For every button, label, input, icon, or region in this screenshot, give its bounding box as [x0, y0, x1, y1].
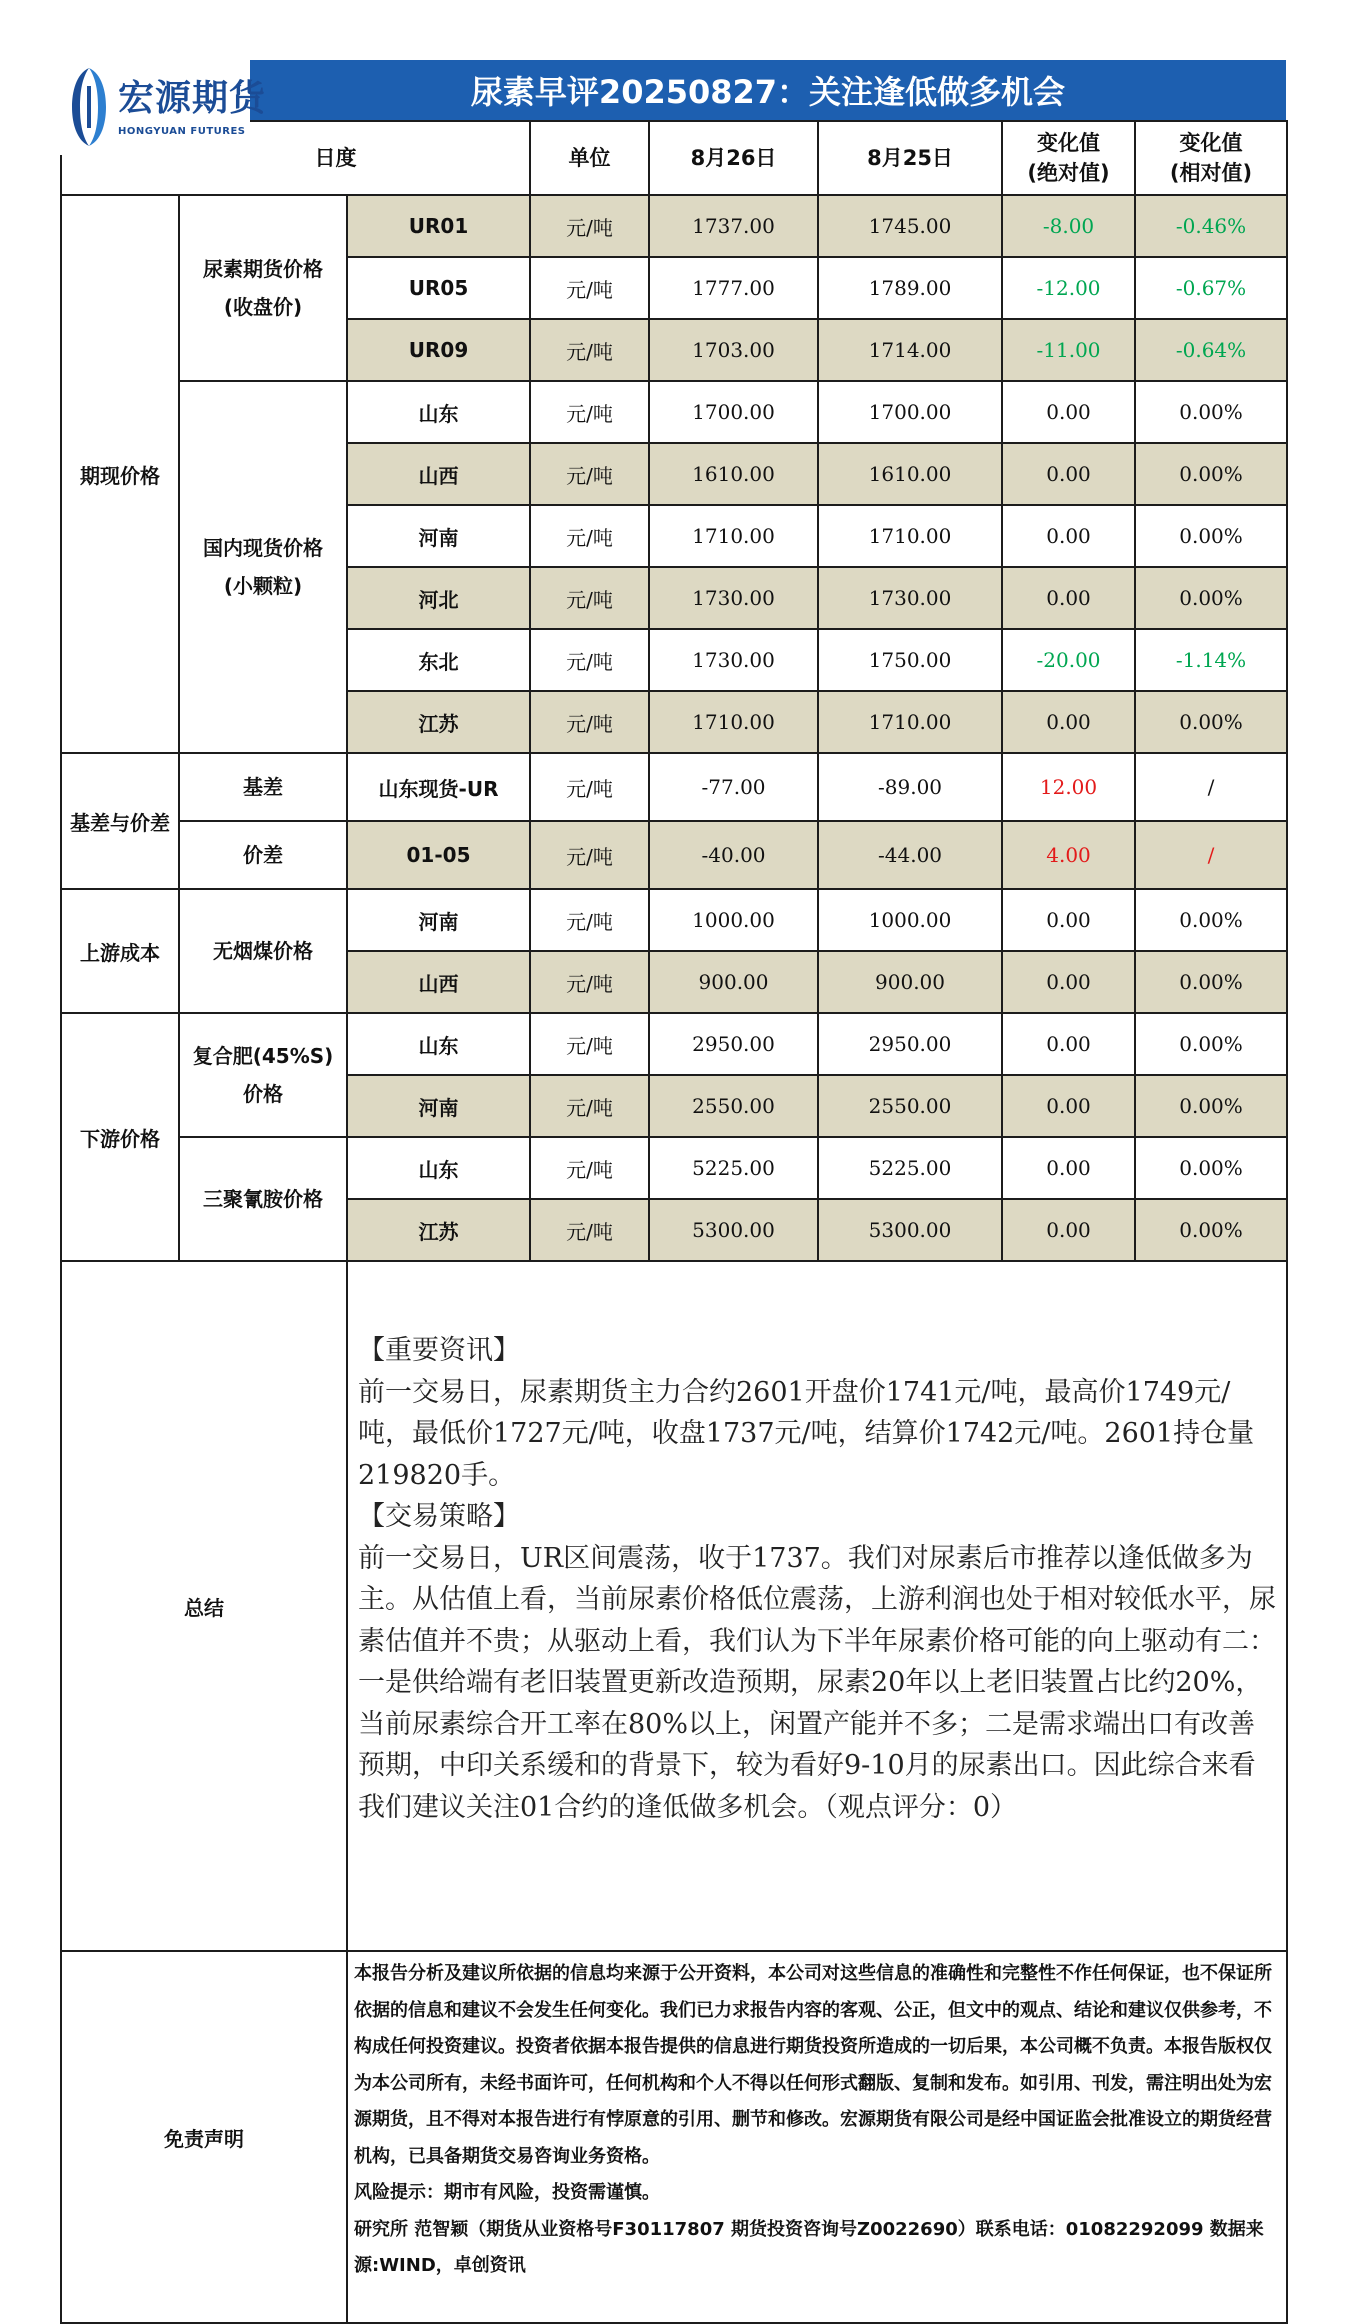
row-name: 山东	[347, 1013, 530, 1075]
row-d2: 2950.00	[818, 1013, 1002, 1075]
row-d1: 1710.00	[649, 505, 818, 567]
row-abs: 0.00	[1002, 951, 1135, 1013]
row-rel: 0.00%	[1135, 381, 1287, 443]
row-d2: 1700.00	[818, 381, 1002, 443]
row-name: UR01	[347, 195, 530, 257]
row-unit: 元/吨	[530, 951, 649, 1013]
group-fertilizer: 复合肥(45%S) 价格	[179, 1013, 347, 1137]
disclaimer-row	[61, 1951, 1287, 2323]
row-abs: 0.00	[1002, 1137, 1135, 1199]
row-unit: 元/吨	[530, 1075, 649, 1137]
section-downstream: 下游价格	[61, 1013, 179, 1261]
row-unit: 元/吨	[530, 505, 649, 567]
section-upstream: 上游成本	[61, 889, 179, 1013]
row-rel: 0.00%	[1135, 443, 1287, 505]
row-abs: 0.00	[1002, 1075, 1135, 1137]
row-d2: 1745.00	[818, 195, 1002, 257]
row-unit: 元/吨	[530, 195, 649, 257]
row-d2: -89.00	[818, 753, 1002, 821]
row-rel: 0.00%	[1135, 1137, 1287, 1199]
row-rel: -0.46%	[1135, 195, 1287, 257]
row-name: 江苏	[347, 1199, 530, 1261]
logo-text-en: HONGYUAN FUTURES	[118, 126, 246, 137]
header-date2: 8月25日	[818, 121, 1002, 195]
row-d1: 1710.00	[649, 691, 818, 753]
disclaimer-text	[347, 1951, 1287, 2323]
row-d2: 1714.00	[818, 319, 1002, 381]
row-unit: 元/吨	[530, 629, 649, 691]
section-spot-futures: 期现价格	[61, 195, 179, 753]
table-row	[61, 1137, 1287, 1199]
group-spread: 价差	[179, 821, 347, 889]
group-basis: 基差	[179, 753, 347, 821]
header-rel-change: 变化值 (相对值)	[1135, 121, 1287, 195]
row-name: 山西	[347, 443, 530, 505]
summary-label: 总结	[61, 1261, 347, 1951]
row-unit: 元/吨	[530, 1137, 649, 1199]
row-abs: 0.00	[1002, 567, 1135, 629]
row-name: 山东	[347, 1137, 530, 1199]
row-d1: 1000.00	[649, 889, 818, 951]
row-d1: 5300.00	[649, 1199, 818, 1261]
table-row	[61, 381, 1287, 443]
row-unit: 元/吨	[530, 753, 649, 821]
row-d2: 5300.00	[818, 1199, 1002, 1261]
row-d2: -44.00	[818, 821, 1002, 889]
row-d2: 1710.00	[818, 505, 1002, 567]
table-row	[61, 1013, 1287, 1075]
row-abs: 0.00	[1002, 381, 1135, 443]
row-unit: 元/吨	[530, 319, 649, 381]
row-name: 01-05	[347, 821, 530, 889]
row-abs: 4.00	[1002, 821, 1135, 889]
row-unit: 元/吨	[530, 443, 649, 505]
row-name: 山西	[347, 951, 530, 1013]
row-rel: 0.00%	[1135, 951, 1287, 1013]
table-row	[61, 195, 1287, 257]
group-melamine: 三聚氰胺价格	[179, 1137, 347, 1261]
row-rel: -0.67%	[1135, 257, 1287, 319]
row-rel: 0.00%	[1135, 889, 1287, 951]
row-d1: 1700.00	[649, 381, 818, 443]
logo-text-cn: 宏源期货	[118, 78, 267, 119]
row-abs: 12.00	[1002, 753, 1135, 821]
row-rel: 0.00%	[1135, 691, 1287, 753]
header-abs-change: 变化值 (绝对值)	[1002, 121, 1135, 195]
title-row	[60, 60, 1286, 137]
table-row	[61, 889, 1287, 951]
summary-strategy-body: 前一交易日，UR区间震荡，收于1737。我们对尿素后市推荐以逢低做多为主。从估值上看，当前尿素价格低位震荡，上游利润也处于相对较低水平，尿素估值并不贵；从驱动上看，我们认为下半年尿素价格可能的向上驱动有二：一是供给端有老旧装置更新改造预期，尿素20年以上老旧装置占比约20%，当前尿素综合开工率在80%以上，闲置产能并不多；二是需求端出口有改善预期，中印关系缓和的背景下，较为看好9-10月的尿素出口。因此综合来看我们建议关注01合约的逢低做多机会。（观点评分：0）	[358, 1542, 1276, 1823]
summary-row	[61, 1261, 1287, 1951]
row-abs: 0.00	[1002, 443, 1135, 505]
row-d2: 1789.00	[818, 257, 1002, 319]
row-rel: 0.00%	[1135, 1075, 1287, 1137]
summary-text	[347, 1261, 1287, 1951]
row-abs: -8.00	[1002, 195, 1135, 257]
row-abs: -12.00	[1002, 257, 1135, 319]
row-d2: 5225.00	[818, 1137, 1002, 1199]
row-d1: -77.00	[649, 753, 818, 821]
row-d2: 1730.00	[818, 567, 1002, 629]
table-row	[61, 753, 1287, 821]
disclaimer-body: 本报告分析及建议所依据的信息均来源于公开资料，本公司对这些信息的准确性和完整性不作任何保证，也不保证所依据的信息和建议不会发生任何变化。我们已力求报告内容的客观、公正，但文中的观点、结论和建议仅供参考，不构成任何投资建议。投资者依据本报告提供的信息进行期货投资所造成的一切后果，本公司概不负责。本报告版权仅为本公司所有，未经书面许可，任何机构和个人不得以任何形式翻版、复制和发布。如引用、刊发，需注明出处为宏源期货，且不得对本报告进行有悖原意的引用、删节和修改。宏源期货有限公司是经中国证监会批准设立的期货经营机构，已具备期货交易咨询业务资格。	[354, 1963, 1272, 2167]
report-title: 尿素早评20250827：关注逢低做多机会	[250, 60, 1286, 120]
row-d1: 1737.00	[649, 195, 818, 257]
price-table	[60, 120, 1288, 2324]
row-name: 山东	[347, 381, 530, 443]
row-d1: 5225.00	[649, 1137, 818, 1199]
row-abs: 0.00	[1002, 505, 1135, 567]
row-d1: 2950.00	[649, 1013, 818, 1075]
row-unit: 元/吨	[530, 1013, 649, 1075]
row-d2: 900.00	[818, 951, 1002, 1013]
row-d1: 1777.00	[649, 257, 818, 319]
row-rel: 0.00%	[1135, 1013, 1287, 1075]
row-d1: 1730.00	[649, 629, 818, 691]
row-unit: 元/吨	[530, 691, 649, 753]
row-unit: 元/吨	[530, 381, 649, 443]
header-date1: 8月26日	[649, 121, 818, 195]
header-date: 日度	[61, 121, 530, 195]
row-abs: 0.00	[1002, 889, 1135, 951]
row-name: 山东现货-UR	[347, 753, 530, 821]
row-unit: 元/吨	[530, 1199, 649, 1261]
row-unit: 元/吨	[530, 567, 649, 629]
header-unit: 单位	[530, 121, 649, 195]
row-name: UR05	[347, 257, 530, 319]
row-abs: 0.00	[1002, 1199, 1135, 1261]
author-info: 研究所 范智颖（期货从业资格号F30117807 期货投资咨询号Z0022690）联系电话：01082292099 数据来源:WIND，卓创资讯	[354, 2218, 1264, 2276]
row-name: 河北	[347, 567, 530, 629]
row-d2: 2550.00	[818, 1075, 1002, 1137]
row-d2: 1750.00	[818, 629, 1002, 691]
row-rel: 0.00%	[1135, 567, 1287, 629]
section-basis-spread: 基差与价差	[61, 753, 179, 889]
row-rel: 0.00%	[1135, 505, 1287, 567]
row-d1: -40.00	[649, 821, 818, 889]
row-d2: 1610.00	[818, 443, 1002, 505]
row-name: 河南	[347, 1075, 530, 1137]
table-row	[61, 821, 1287, 889]
summary-heading-news: 【重要资讯】	[358, 1335, 520, 1366]
company-logo	[60, 60, 267, 155]
row-rel: -1.14%	[1135, 629, 1287, 691]
group-futures: 尿素期货价格 (收盘价)	[179, 195, 347, 381]
summary-news-body: 前一交易日，尿素期货主力合约2601开盘价1741元/吨，最高价1749元/吨，最低价1727元/吨，收盘1737元/吨，结算价1742元/吨。2601持仓量219820手。	[358, 1376, 1255, 1491]
row-abs: -11.00	[1002, 319, 1135, 381]
report-sheet	[60, 60, 1286, 2324]
row-name: 河南	[347, 889, 530, 951]
row-unit: 元/吨	[530, 889, 649, 951]
risk-notice: 风险提示：期市有风险，投资需谨慎。	[354, 2182, 660, 2203]
row-d1: 1610.00	[649, 443, 818, 505]
row-name: UR09	[347, 319, 530, 381]
row-rel: /	[1135, 753, 1287, 821]
row-name: 东北	[347, 629, 530, 691]
disclaimer-label: 免责声明	[61, 1951, 347, 2323]
row-d2: 1710.00	[818, 691, 1002, 753]
row-abs: -20.00	[1002, 629, 1135, 691]
row-unit: 元/吨	[530, 821, 649, 889]
logo-mark-icon	[68, 66, 110, 148]
row-d1: 900.00	[649, 951, 818, 1013]
row-unit: 元/吨	[530, 257, 649, 319]
row-rel: 0.00%	[1135, 1199, 1287, 1261]
row-name: 河南	[347, 505, 530, 567]
row-d1: 2550.00	[649, 1075, 818, 1137]
group-domestic-spot: 国内现货价格 (小颗粒)	[179, 381, 347, 753]
group-coal: 无烟煤价格	[179, 889, 347, 1013]
row-name: 江苏	[347, 691, 530, 753]
row-d1: 1703.00	[649, 319, 818, 381]
row-rel: /	[1135, 821, 1287, 889]
row-d1: 1730.00	[649, 567, 818, 629]
row-rel: -0.64%	[1135, 319, 1287, 381]
summary-heading-strategy: 【交易策略】	[358, 1501, 520, 1532]
row-d2: 1000.00	[818, 889, 1002, 951]
row-abs: 0.00	[1002, 691, 1135, 753]
row-abs: 0.00	[1002, 1013, 1135, 1075]
